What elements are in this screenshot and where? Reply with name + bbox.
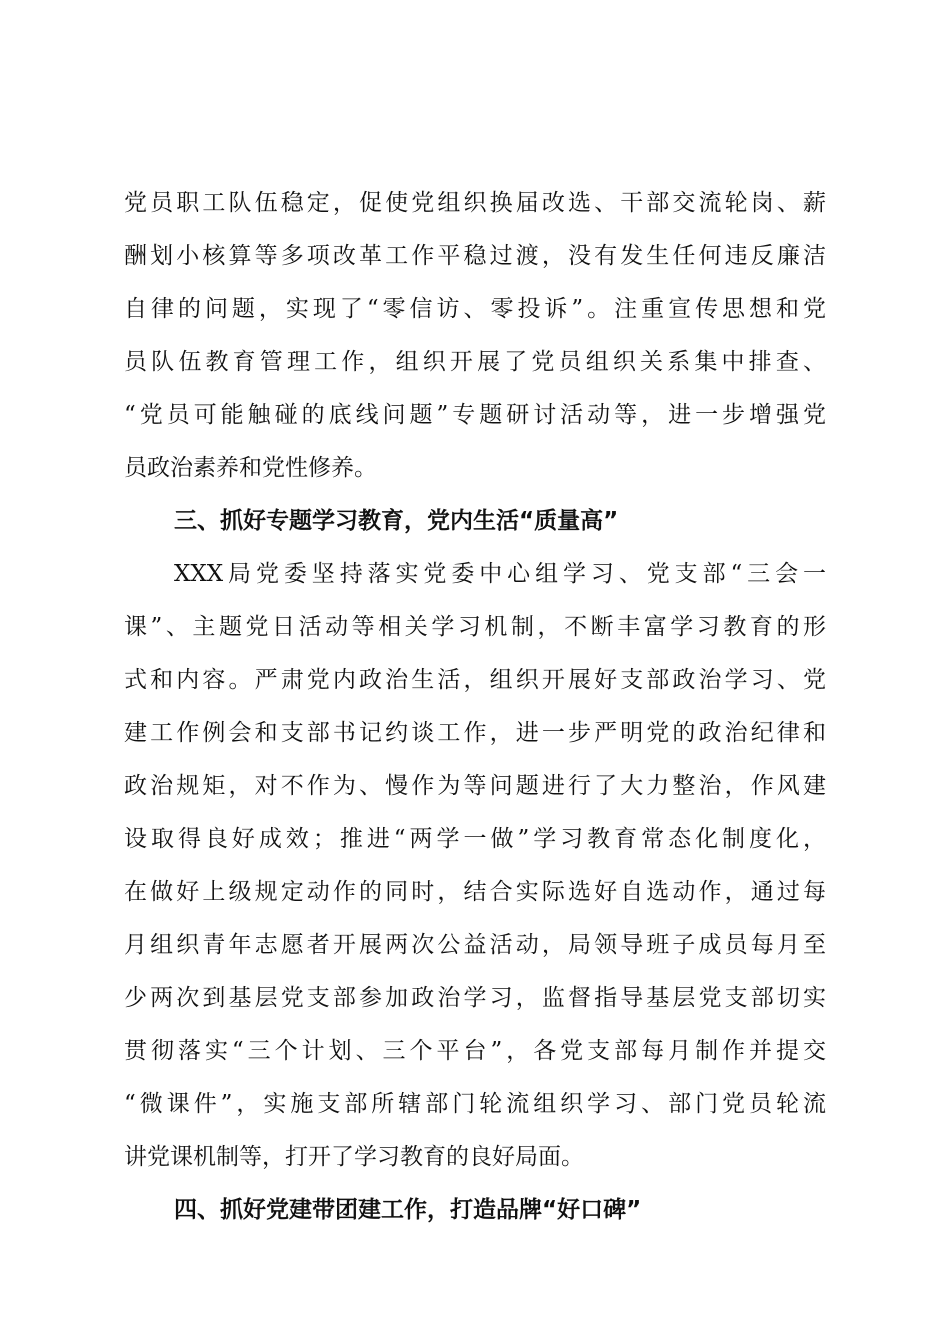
text-line: 员队伍教育管理工作，组织开展了党员组织关系集中排查、 bbox=[124, 349, 826, 375]
text-line: 酬划小核算等多项改革工作平稳过渡，没有发生任何违反廉洁 bbox=[124, 243, 826, 269]
text-line: 建工作例会和支部书记约谈工作，进一步严明党的政治纪律和 bbox=[124, 720, 826, 746]
text-line: 员政治素养和党性修养。 bbox=[124, 455, 377, 481]
text-line: 设取得良好成效；推进“两学一做”学习教育常态化制度化， bbox=[124, 826, 826, 852]
text-line: 月组织青年志愿者开展两次公益活动，局领导班子成员每月至 bbox=[124, 932, 826, 958]
text-line: 课”、主题党日活动等相关学习机制，不断丰富学习教育的形 bbox=[124, 614, 826, 640]
text-line: 党员职工队伍稳定，促使党组织换届改选、干部交流轮岗、薪 bbox=[124, 190, 826, 216]
text-line: 式和内容。严肃党内政治生活，组织开展好支部政治学习、党 bbox=[124, 667, 826, 693]
text-line: 自律的问题，实现了“零信访、零投诉”。注重宣传思想和党 bbox=[124, 296, 826, 322]
paragraph-continued bbox=[124, 177, 826, 495]
text-line: “党员可能触碰的底线问题”专题研讨活动等，进一步增强党 bbox=[124, 402, 826, 428]
text-line: 在做好上级规定动作的同时，结合实际选好自选动作，通过每 bbox=[124, 879, 826, 905]
section-heading-3: 三、抓好专题学习教育，党内生活“质量高” bbox=[174, 508, 619, 534]
document-body bbox=[124, 177, 826, 1237]
text-line: XXX局党委坚持落实党委中心组学习、党支部“三会一 bbox=[174, 561, 826, 587]
paragraph-study-education bbox=[124, 548, 826, 1184]
text-line: 政治规矩，对不作为、慢作为等问题进行了大力整治，作风建 bbox=[124, 773, 826, 799]
text-line: “微课件”，实施支部所辖部门轮流组织学习、部门党员轮流 bbox=[124, 1091, 826, 1117]
text-line: 贯彻落实“三个计划、三个平台”，各党支部每月制作并提交 bbox=[124, 1038, 826, 1064]
text-line: 少两次到基层党支部参加政治学习，监督指导基层党支部切实 bbox=[124, 985, 826, 1011]
section-heading-4: 四、抓好党建带团建工作，打造品牌“好口碑” bbox=[174, 1197, 642, 1223]
text-line: 讲党课机制等，打开了学习教育的良好局面。 bbox=[124, 1144, 584, 1170]
